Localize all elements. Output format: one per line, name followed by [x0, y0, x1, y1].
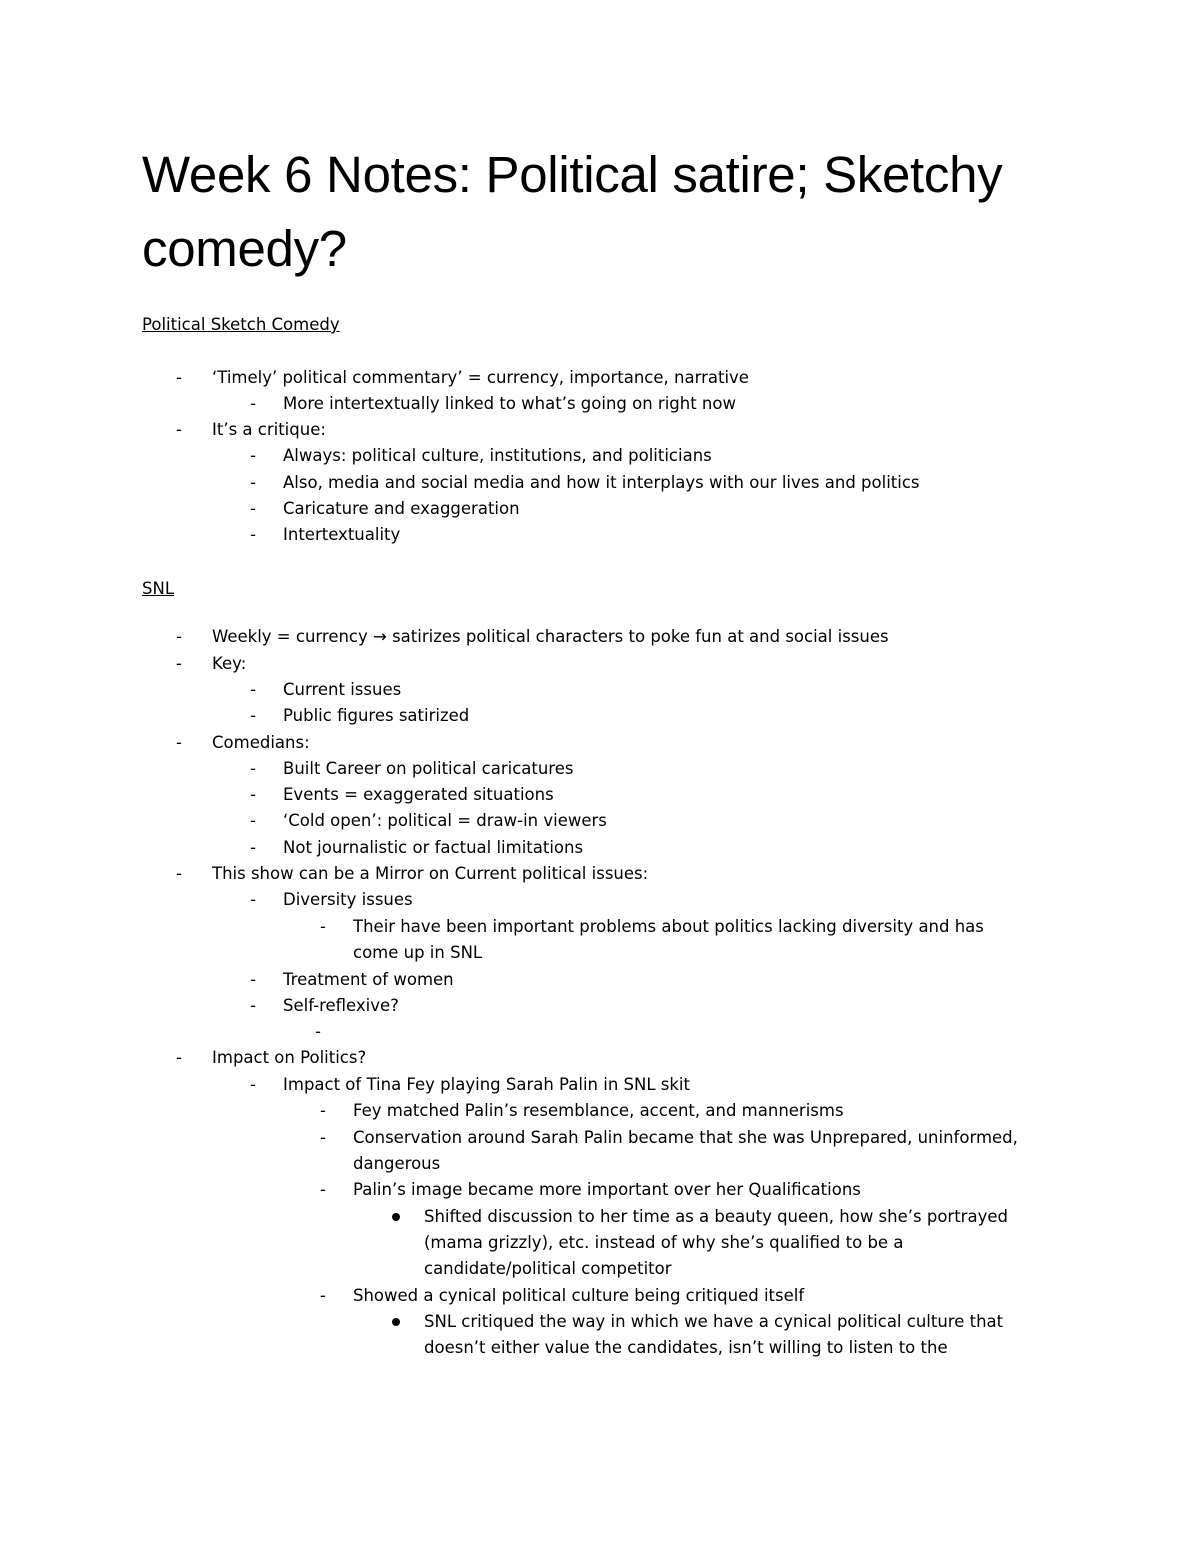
list-marker: -	[176, 420, 182, 439]
list-item-conservation: Conservation around Sarah Palin became that she was Unprepared, uninformed,	[353, 1128, 1018, 1147]
list-item-snl-critiqued: SNL critiqued the way in which we have a cynical political culture that	[424, 1312, 1004, 1331]
list-item-tina-fey: Impact of Tina Fey playing Sarah Palin in SNL skit	[283, 1075, 690, 1094]
bullet-dot-icon	[392, 1213, 400, 1221]
list-item-key: Key:	[212, 654, 247, 673]
list-item-caricature: Caricature and exaggeration	[283, 499, 520, 518]
list-marker: -	[176, 733, 182, 752]
list-marker: -	[320, 917, 326, 936]
list-item-not-journalistic: Not journalistic or factual limitations	[283, 838, 584, 857]
list-marker: -	[320, 1128, 326, 1147]
list-marker-empty: -	[315, 1022, 321, 1041]
section-heading-snl: SNL	[142, 579, 175, 598]
list-item-mirror: This show can be a Mirror on Current political issues:	[212, 864, 649, 883]
list-item-comedians: Comedians:	[212, 733, 310, 752]
list-item-image: Palin’s image became more important over her Qualifications	[353, 1180, 861, 1199]
list-marker: -	[250, 499, 256, 518]
list-marker: -	[176, 654, 182, 673]
list-marker: -	[250, 394, 256, 413]
list-marker: -	[250, 525, 256, 544]
list-item-always: Always: political culture, institutions, and politicians	[283, 446, 712, 465]
title-line-2: comedy?	[142, 220, 347, 277]
list-item-timely: ‘Timely’ political commentary’ = currency, importance, narrative	[212, 368, 749, 387]
list-marker: -	[250, 473, 256, 492]
list-item-intertextually: More intertextually linked to what’s going on right now	[283, 394, 736, 413]
list-item-media: Also, media and social media and how it interplays with our lives and politics	[283, 473, 920, 492]
list-marker: -	[250, 706, 256, 725]
list-item-snl-critiqued-cont: doesn’t either value the candidates, isn’t willing to listen to the	[424, 1338, 948, 1357]
bullet-dot-icon	[392, 1318, 400, 1326]
list-item-cold-open: ‘Cold open’: political = draw-in viewers	[283, 811, 607, 830]
list-item-built-career: Built Career on political caricatures	[283, 759, 574, 778]
list-marker: -	[250, 811, 256, 830]
list-item-shifted: Shifted discussion to her time as a beauty queen, how she’s portrayed	[424, 1207, 1008, 1226]
list-marker: -	[250, 996, 256, 1015]
list-item-treatment: Treatment of women	[283, 970, 454, 989]
list-item-shifted-cont-2: candidate/political competitor	[424, 1259, 672, 1278]
list-marker: -	[250, 680, 256, 699]
list-item-fey-matched: Fey matched Palin’s resemblance, accent, and mannerisms	[353, 1101, 844, 1120]
list-item-diversity-detail-cont: come up in SNL	[353, 943, 483, 962]
title-line-1: Week 6 Notes: Political satire; Sketchy	[142, 146, 1003, 203]
list-marker: -	[320, 1286, 326, 1305]
list-marker: -	[250, 759, 256, 778]
list-item-diversity: Diversity issues	[283, 890, 413, 909]
list-item-impact: Impact on Politics?	[212, 1048, 367, 1067]
list-item-public-figures: Public figures satirized	[283, 706, 470, 725]
document-title	[142, 138, 1082, 286]
list-marker: -	[320, 1101, 326, 1120]
list-marker: -	[320, 1180, 326, 1199]
section-heading-political-sketch-comedy: Political Sketch Comedy	[142, 315, 340, 334]
list-marker: -	[250, 890, 256, 909]
list-item-conservation-cont: dangerous	[353, 1154, 441, 1173]
list-marker: -	[176, 864, 182, 883]
list-marker: -	[250, 970, 256, 989]
list-marker: -	[176, 368, 182, 387]
list-marker: -	[176, 1048, 182, 1067]
list-item-cynical: Showed a cynical political culture being critiqued itself	[353, 1286, 805, 1305]
list-item-self-reflexive: Self-reflexive?	[283, 996, 399, 1015]
list-item-diversity-detail: Their have been important problems about politics lacking diversity and has	[353, 917, 984, 936]
list-marker: -	[250, 446, 256, 465]
list-marker: -	[250, 1075, 256, 1094]
list-marker: -	[250, 838, 256, 857]
list-item-weekly: Weekly = currency → satirizes political characters to poke fun at and social issues	[212, 627, 889, 646]
list-item-critique: It’s a critique:	[212, 420, 326, 439]
list-marker: -	[250, 785, 256, 804]
list-marker: -	[176, 627, 182, 646]
list-item-intertextuality: Intertextuality	[283, 525, 401, 544]
list-item-shifted-cont-1: (mama grizzly), etc. instead of why she’s qualified to be a	[424, 1233, 904, 1252]
list-item-events: Events = exaggerated situations	[283, 785, 554, 804]
list-item-current-issues: Current issues	[283, 680, 402, 699]
